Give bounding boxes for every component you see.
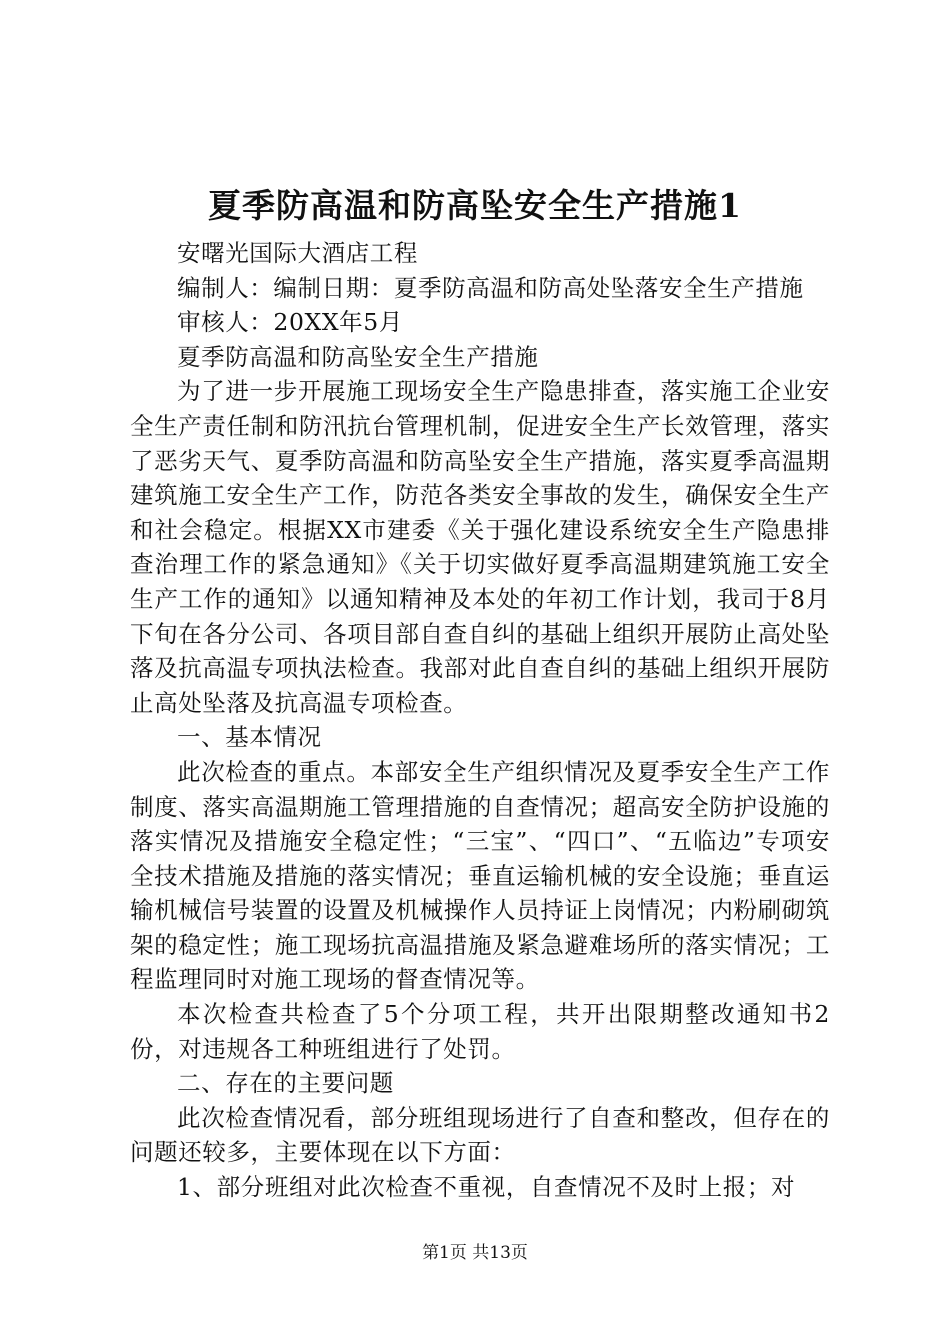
paragraph-inspection-result: 本次检查共检查了5个分项工程，共开出限期整改通知书2份，对违规各工种班组进行了处罚。	[130, 1000, 830, 1063]
document-title: 夏季防高温和防高坠安全生产措施1	[208, 186, 742, 225]
section-heading-basic: 一、基本情况	[177, 723, 322, 752]
paragraph-problem-1: 1、部分班组对此次检查不重视，自查情况不及时上报；对	[177, 1173, 796, 1202]
section-heading-problems: 二、存在的主要问题	[177, 1069, 394, 1098]
paragraph-intro: 为了进一步开展施工现场安全生产隐患排查，落实施工企业安全生产责任制和防汛抗台管理机制，促进安全生产长效管理，落实了恶劣天气、夏季防高温和防高坠安全生产措施，落实夏季高温期建筑施工安全生产工作，防范各类安全事故的发生，确保安全生产和社会稳定。根据XX市建委《关于强化建设系统安全生产隐患排查治理工作的紧急通知》《关于切实做好夏季高温期建筑施工安全生产工作的通知》以通知精神及本处的年初工作计划，我司于8月下旬在各分公司、各项目部自查自纠的基础上组织开展防止高处坠落及抗高温专项执法检查。我部对此自查自纠的基础上组织开展防止高处坠落及抗高温专项检查。	[130, 377, 830, 717]
paragraph-reviewer: 审核人：20XX年5月	[177, 308, 403, 337]
paragraph-inspection-focus: 此次检查的重点。本部安全生产组织情况及夏季安全生产工作制度、落实高温期施工管理措施的自查情况；超高安全防护设施的落实情况及措施安全稳定性；“三宝”、“四口”、“五临边”专项安全技术措施及措施的落实情况；垂直运输机械的安全设施；垂直运输机械信号装置的设置及机械操作人员持证上岗情况；内粉刷砌筑架的稳定性；施工现场抗高温措施及紧急避难场所的落实情况；工程监理同时对施工现场的督查情况等。	[130, 757, 830, 994]
paragraph-project-name: 安曙光国际大酒店工程	[177, 239, 418, 267]
paragraph-subtitle: 夏季防高温和防高坠安全生产措施	[177, 342, 539, 371]
page-number-footer: 第1页 共13页	[422, 1243, 528, 1263]
paragraph-author-date: 编制人：编制日期：夏季防高温和防高处坠落安全生产措施	[177, 273, 804, 302]
document-body	[130, 236, 830, 1205]
paragraph-problems-intro: 此次检查情况看，部分班组现场进行了自查和整改，但存在的问题还较多，主要体现在以下方面：	[130, 1103, 830, 1167]
